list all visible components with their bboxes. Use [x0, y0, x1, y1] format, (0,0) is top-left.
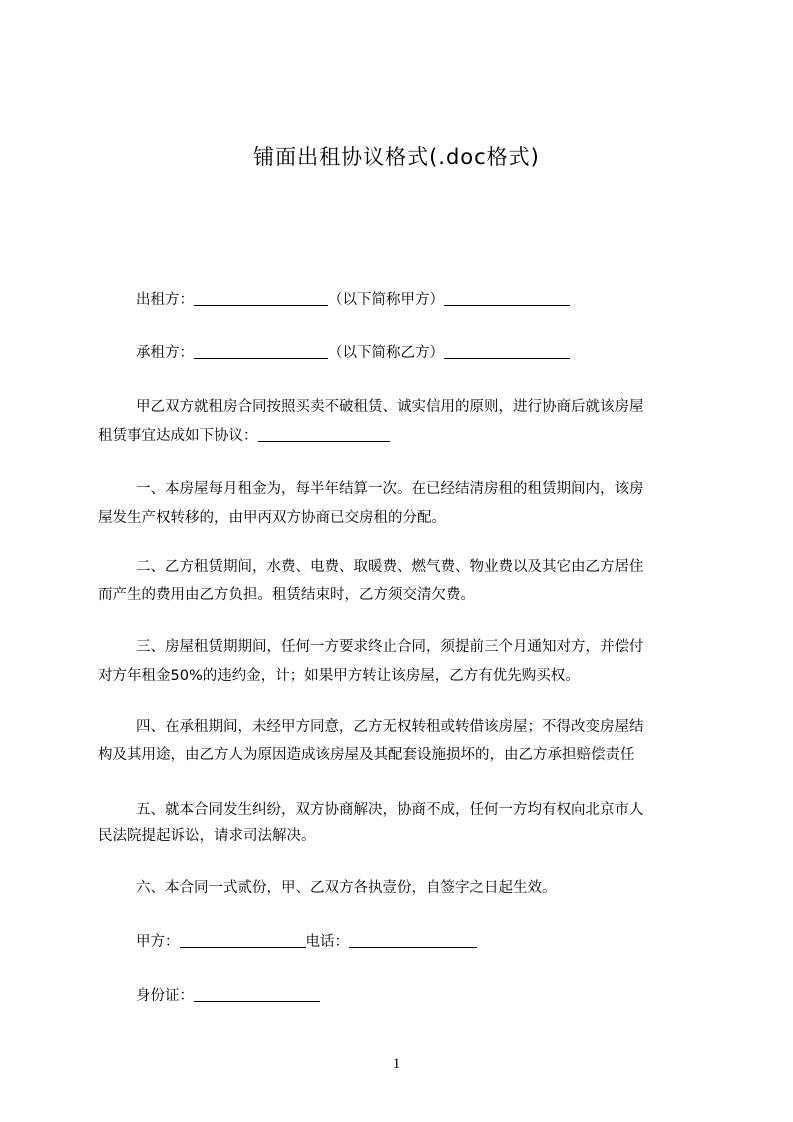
page-number: 1 — [392, 1056, 401, 1072]
intro-line-2 — [98, 421, 700, 451]
phone-label: 电话： — [305, 934, 349, 950]
lessor-hint: （以下简称甲方） — [328, 292, 444, 308]
clause-5-line-2 — [98, 821, 700, 851]
clause-1-text-1: 一、本房屋每月租金为，每半年结算一次。在已经结清房租的租赁期间内，该房 — [136, 481, 644, 497]
clause-4-text-1: 四、在承租期间，未经甲方同意，乙方无权转租或转借该房屋；不得改变房屋结 — [136, 719, 644, 735]
clause-4-line-2 — [98, 740, 700, 770]
lessee-name-blank — [194, 340, 328, 359]
clause-1-line-2 — [98, 503, 700, 533]
lessee-extra-blank — [444, 340, 570, 359]
clause-3-line-2 — [98, 661, 700, 691]
intro-text-2: 租赁事宜达成如下协议： — [98, 428, 258, 444]
clause-2-text-1: 二、乙方租赁期间，水费、电费、取暖费、燃气费、物业费以及其它由乙方居住 — [136, 559, 644, 575]
lessor-extra-blank — [444, 287, 570, 306]
clause-2-line-2 — [98, 580, 700, 610]
clause-1-text-2: 屋发生产权转移的，由甲丙双方协商已交房租的分配。 — [98, 510, 446, 526]
clause-6-line — [98, 873, 700, 903]
clause-3-text-1: 三、房屋租赁期期间，任何一方要求终止合同，须提前三个月通知对方，并偿付 — [136, 639, 644, 655]
intro-blank — [258, 423, 390, 442]
lessee-label: 承租方： — [136, 345, 194, 361]
party-a-label: 甲方： — [136, 934, 180, 950]
clause-2-text-2: 而产生的费用由乙方负担。租赁结束时，乙方须交清欠费。 — [98, 587, 475, 603]
id-card-label: 身份证： — [136, 988, 194, 1004]
phone-blank — [349, 929, 477, 948]
lessor-name-blank — [194, 287, 328, 306]
id-card-blank — [194, 983, 320, 1002]
clause-2-line-1 — [98, 552, 700, 582]
clause-4-text-2: 构及其用途，由乙方人为原因造成该房屋及其配套设施损坏的，由乙方承担赔偿责任 — [98, 747, 635, 763]
document-title: 铺面出租协议格式(.doc格式) — [253, 145, 540, 169]
party-a-signature-line — [98, 927, 700, 957]
clause-3-line-1 — [98, 632, 700, 662]
intro-text-1: 甲乙双方就租房合同按照买卖不破租赁、诚实信用的原则，进行协商后就该房屋 — [136, 399, 644, 415]
lessor-label: 出租方： — [136, 292, 194, 308]
lessee-hint: （以下简称乙方） — [328, 345, 444, 361]
lessee-line — [98, 338, 700, 368]
clause-6-text: 六、本合同一式贰份，甲、乙双方各执壹份，自签字之日起生效。 — [136, 880, 557, 896]
id-card-line — [98, 981, 700, 1011]
clause-5-text-1: 五、就本合同发生纠纷，双方协商解决，协商不成，任何一方均有权向北京市人 — [136, 802, 644, 818]
clause-5-text-2: 民法院提起诉讼，请求司法解决。 — [98, 828, 316, 844]
lessor-line — [98, 285, 700, 315]
clause-3-text-2: 对方年租金50%的违约金，计；如果甲方转让该房屋，乙方有优先购买权。 — [98, 668, 580, 684]
intro-line-1 — [98, 392, 700, 422]
party-a-blank — [180, 929, 306, 948]
clause-1-line-1 — [98, 474, 700, 504]
clause-4-line-1 — [98, 712, 700, 742]
